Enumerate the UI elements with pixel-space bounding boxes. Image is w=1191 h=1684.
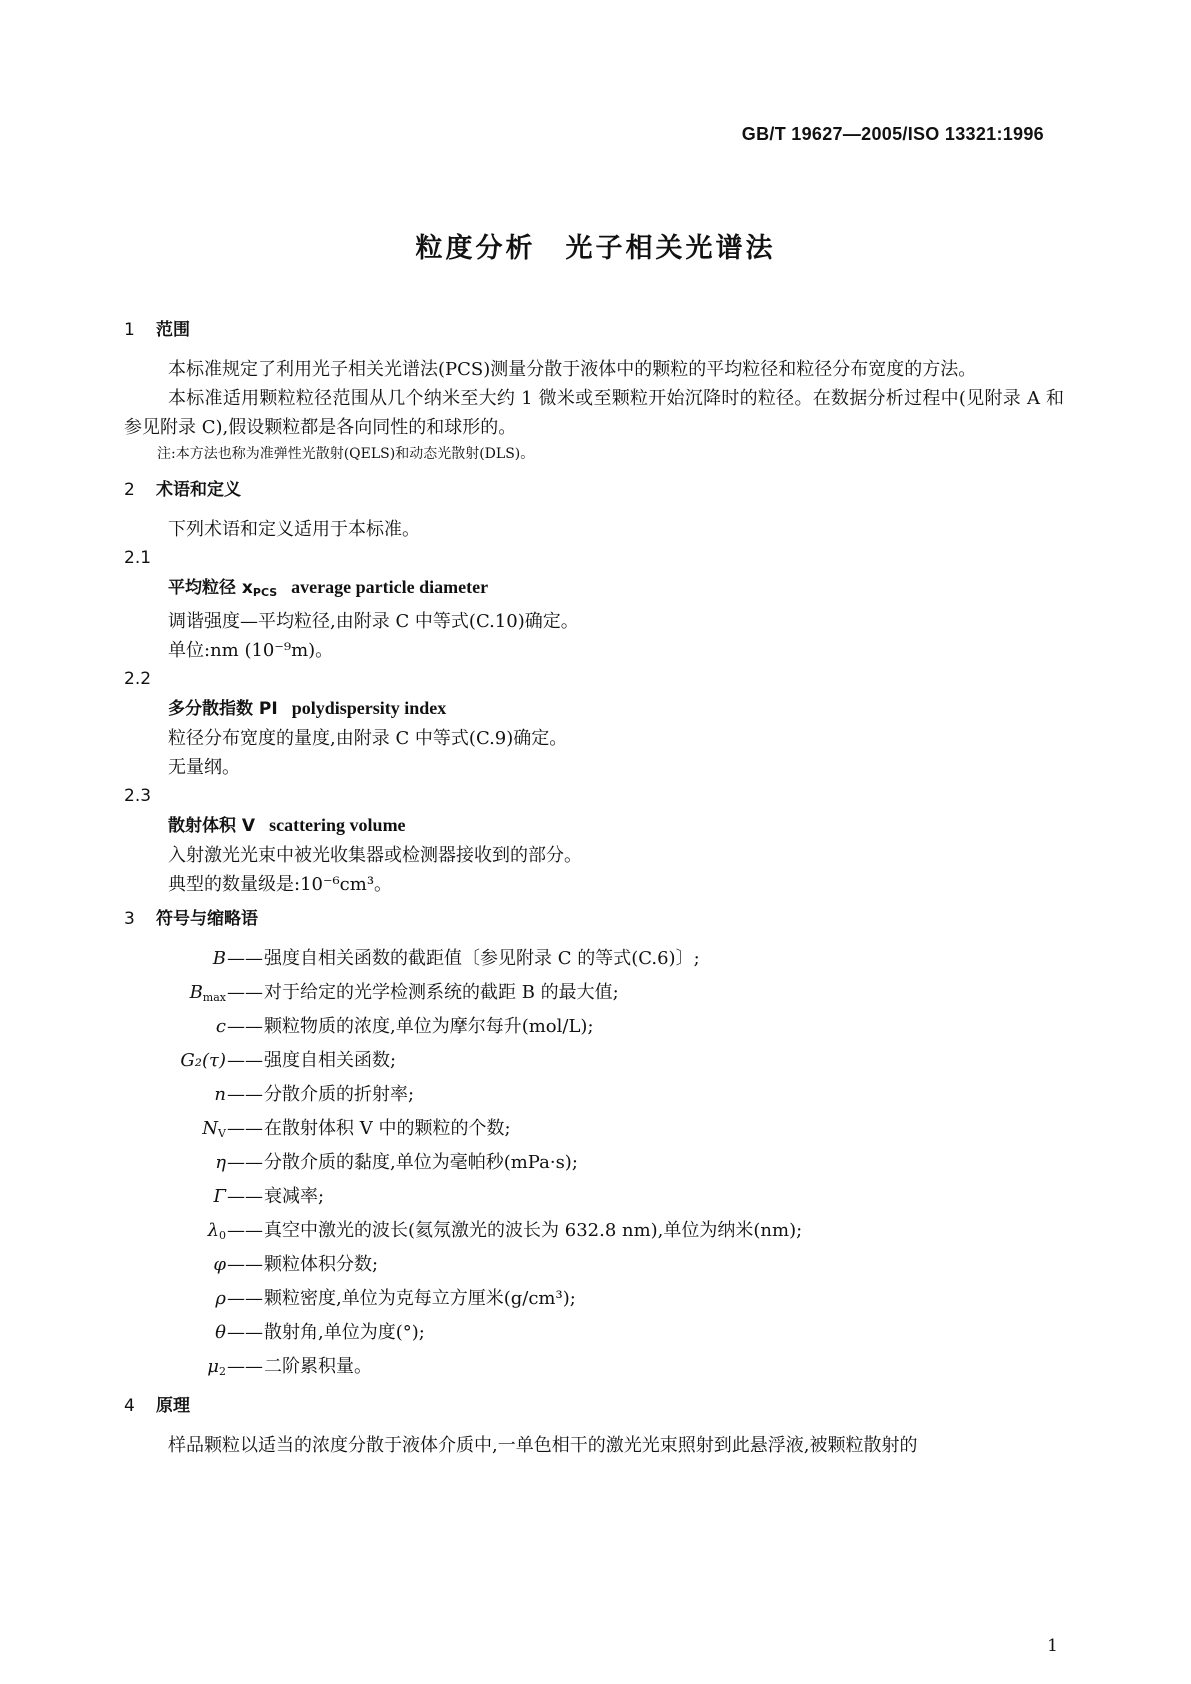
- term-heading: 多分散指数 PI polydispersity index: [168, 698, 447, 719]
- term-unit: 无量纲。: [168, 757, 240, 778]
- section-2-intro: 下列术语和定义适用于本标准。: [168, 519, 420, 540]
- section-4-heading: 4 原理: [124, 1396, 190, 1416]
- page-number: 1: [1047, 1636, 1058, 1656]
- term-heading: 平均粒径 xPCS average particle diameter: [168, 577, 489, 599]
- term-definition: 调谐强度—平均粒径,由附录 C 中等式(C.10)确定。: [168, 611, 579, 632]
- title-part-1: 粒度分析: [415, 233, 536, 264]
- term-2-2: [124, 665, 1064, 782]
- symbol-list: [116, 944, 1064, 1386]
- standard-number: GB/T 19627—2005/ISO 13321:1996: [741, 124, 1044, 144]
- section-2-heading: 2 术语和定义: [124, 480, 241, 500]
- symbol-row: G₂(τ) —— 强度自相关函数;: [180, 1050, 397, 1071]
- symbol-row: $\lambda_0$ —— 真空中激光的波长(氦氖激光的波长为 632.8 nm),单位为纳米(nm);: [207, 1220, 803, 1242]
- symbol-row: Γ —— 衰减率;: [213, 1186, 325, 1207]
- term-definition: 入射激光光束中被光收集器或检测器接收到的部分。: [168, 845, 582, 866]
- symbol-row: η —— 分散介质的黏度,单位为毫帕秒(mPa·s);: [215, 1152, 578, 1173]
- term-2-1: [124, 544, 1064, 665]
- section-1-heading: 1 范围: [124, 320, 190, 340]
- term-unit: 单位:nm (10⁻⁹m)。: [168, 640, 334, 661]
- term-number: 2.2: [124, 669, 152, 689]
- term-2-3: [124, 782, 1064, 899]
- section-1-paragraph-1: 本标准规定了利用光子相关光谱法(PCS)测量分散于液体中的颗粒的平均粒径和粒径分布宽度的方法。: [168, 359, 977, 380]
- symbol-row: ρ —— 颗粒密度,单位为克每立方厘米(g/cm³);: [215, 1288, 576, 1309]
- section-3-heading: 3 符号与缩略语: [124, 909, 258, 929]
- term-number: 2.3: [124, 786, 152, 806]
- symbol-row: c —— 颗粒物质的浓度,单位为摩尔每升(mol/L);: [215, 1016, 594, 1037]
- term-number: 2.1: [124, 548, 152, 568]
- section-4-paragraph-1: 样品颗粒以适当的浓度分散于液体介质中,一单色相干的激光光束照射到此悬浮液,被颗粒散射的: [168, 1435, 918, 1456]
- term-heading: 散射体积 V scattering volume: [168, 815, 406, 836]
- section-1-note: 注:本方法也称为准弹性光散射(QELS)和动态光散射(DLS)。: [157, 446, 535, 462]
- symbol-row: n —— 分散介质的折射率;: [214, 1084, 415, 1105]
- section-1-paragraph-2: 本标准适用颗粒粒径范围从几个纳米至大约 1 微米或至颗粒开始沉降时的粒径。在数据分析过程中(见附录 A 和参见附录 C),假设颗粒都是各向同性的和球形的。: [124, 388, 1064, 438]
- symbol-row: $\mu_2$ —— 二阶累积量。: [207, 1356, 372, 1378]
- symbol-row: θ —— 散射角,单位为度(°);: [215, 1322, 425, 1343]
- term-unit: 典型的数量级是:10⁻⁶cm³。: [168, 874, 393, 895]
- symbol-row: $N_V$ —— 在散射体积 V 中的颗粒的个数;: [202, 1118, 511, 1140]
- symbol-row: B —— 强度自相关函数的截距值〔参见附录 C 的等式(C.6)〕;: [212, 948, 700, 969]
- symbol-row: $B_{max}$ —— 对于给定的光学检测系统的截距 B 的最大值;: [189, 982, 619, 1004]
- document-body: [124, 316, 1064, 1460]
- page-title: [0, 226, 1191, 265]
- term-definition: 粒径分布宽度的量度,由附录 C 中等式(C.9)确定。: [168, 728, 568, 749]
- symbol-row: φ —— 颗粒体积分数;: [213, 1254, 379, 1275]
- title-part-2: 光子相关光谱法: [565, 233, 776, 264]
